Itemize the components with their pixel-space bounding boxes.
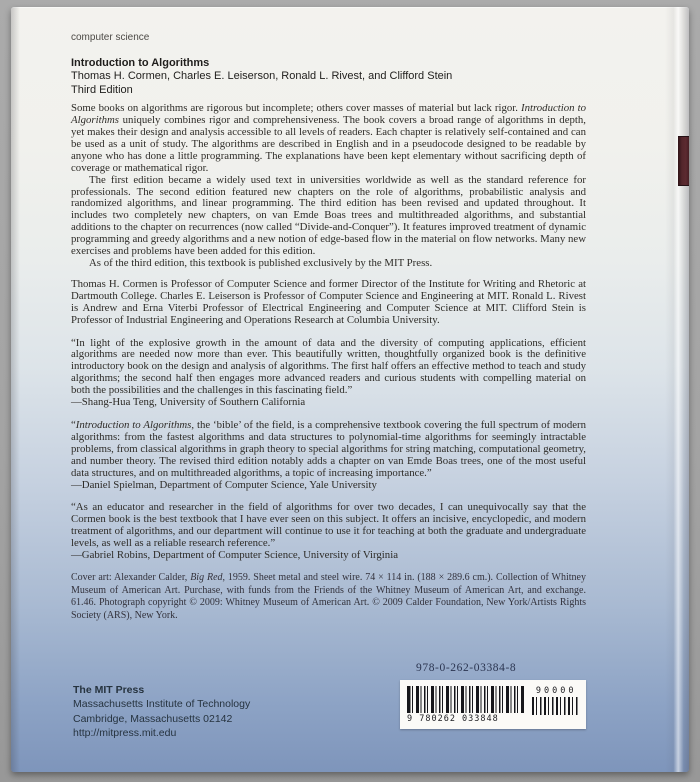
publisher-url: http://mitpress.mit.edu: [73, 727, 177, 740]
description-paragraph-3: As of the third edition, this textbook is published exclusively by the MIT Press.: [89, 257, 433, 269]
back-cover-content: [11, 7, 689, 622]
barcode-label: [400, 680, 586, 729]
quote-attribution: —Daniel Spielman, Department of Computer Science, Yale University: [71, 478, 377, 491]
quote-text: “In light of the explosive growth in the amount of data and the diversity of computing applications, efficient algorithms are needed now more than ever. This beautifully written, thoughtfully organized book is the definitive introductory book on the design and analysis of algorithms. The first half offers an effective method to teach and study algorithms; the second half then engages more advanced readers and curious students with compelling material on both the possibilities and the challenges in this fascinating field.”: [71, 336, 586, 397]
book-authors: Thomas H. Cormen, Charles E. Leiserson, Ronald L. Rivest, and Clifford Stein: [71, 70, 453, 83]
barcode-supplement-value: 90000: [535, 686, 577, 696]
barcode-bars: [407, 686, 524, 713]
description-paragraph-1: Some books on algorithms are rigorous but incomplete; others cover masses of material but lack rigor. Introduction to Algorithms uniquely combines rigor and comprehensiveness. The book covers a broad range of algorithms in depth, yet makes their design and analysis accessible to all levels of readers. Each chapter is relatively self-contained and can be used as a unit of study. The algorithms are described in English and in a pseudocode designed to be readable by anyone who has done a little programming. The explanations have been kept elementary without sacrificing depth of coverage or mathematical rigor.: [71, 102, 586, 174]
description-paragraph-2: The first edition became a widely used text in universities worldwide as well as the standard reference for professionals. The second edition featured new chapters on the role of algorithms, probabilistic analysis and randomized algorithms, and linear programming. The third edition has been revised and updated throughout. It includes two completely new chapters, on van Emde Boas trees and multithreaded algorithms, and substantial additions to the chapter on recurrences (now called “Divide-and-Conquer”). It features improved treatment of dynamic programming and greedy algorithms and a new notion of edge-based flow in the material on flow networks. Many new exercises and problems have been added for this edition.: [71, 173, 586, 258]
review-quote-2: [71, 420, 586, 491]
quote-attribution: —Gabriel Robins, Department of Computer Science, University of Virginia: [71, 549, 398, 562]
book-title: Introduction to Algorithms: [71, 57, 210, 69]
publisher-block: [73, 683, 250, 741]
publisher-address: Cambridge, Massachusetts 02142: [73, 712, 233, 725]
barcode-supplement-bars: [532, 697, 580, 715]
publisher-name: The MIT Press: [73, 684, 145, 696]
book-edition: Third Edition: [71, 83, 133, 96]
quote-attribution: —Shang-Hua Teng, University of Southern California: [71, 396, 306, 409]
book-back-cover: [11, 7, 689, 772]
review-quote-3: [71, 502, 586, 562]
barcode-main: [407, 686, 524, 724]
title-block: [71, 57, 586, 97]
barcode-digits: 9 780262 033848: [407, 714, 499, 724]
publisher-institution: Massachusetts Institute of Technology: [73, 698, 251, 711]
spine-accent-tab: [678, 136, 689, 186]
author-bio: Thomas H. Cormen is Professor of Computer Science and former Director of the Institute for Writing and Rhetoric at Dartmouth College. Charles E. Leiserson is Professor of Computer Science and Engineering at MIT. Ronald L. Rivest is Andrew and Erna Viterbi Professor of Electrical Engineering and Computer Science at MIT. Clifford Stein is Professor of Industrial Engineering and Operations Research at Columbia University.: [71, 277, 586, 326]
cover-art-credit: Cover art: Alexander Calder, Big Red, 1959. Sheet metal and steel wire. 74 × 114 in. (188 × 289.6 cm.). Collection of Whitney Museum of American Art. Purchase, with funds from the Friends of the Whitney Museum of American Art, and exchange. 61.46. Photograph copyright © 2009: Whitney Museum of American Art. © 2009 Calder Foundation, New York/Artists Rights Society (ARS), New York.: [71, 571, 586, 621]
quote-text: “Introduction to Algorithms, the ‘bible’ of the field, is a comprehensive textbook covering the full spectrum of modern algorithms: from the fastest algorithms and data structures to polynomial-time algorithms for seemingly intractable problems, from classical algorithms in graph theory to special algorithms for string matching, computational geometry, and number theory. The revised third edition notably adds a chapter on van Emde Boas trees, one of the most useful data structures, and on multithreaded algorithms, a topic of increasing importance.”: [71, 418, 587, 479]
review-quote-1: [71, 338, 586, 409]
category-label: computer science: [71, 32, 150, 43]
barcode-supplement: [532, 686, 580, 715]
isbn-barcode-area: [400, 662, 586, 729]
quote-text: “As an educator and researcher in the field of algorithms for over two decades, I can unequivocally say that the Cormen book is the best textbook that I have ever seen on this subject. It offers an incisive, encyclopedic, and modern treatment of algorithms, and our department will continue to use it for teaching at both the graduate and undergraduate levels, as well as a reliable research reference.”: [71, 501, 586, 550]
isbn-number: 978-0-262-03384-8: [416, 662, 517, 674]
